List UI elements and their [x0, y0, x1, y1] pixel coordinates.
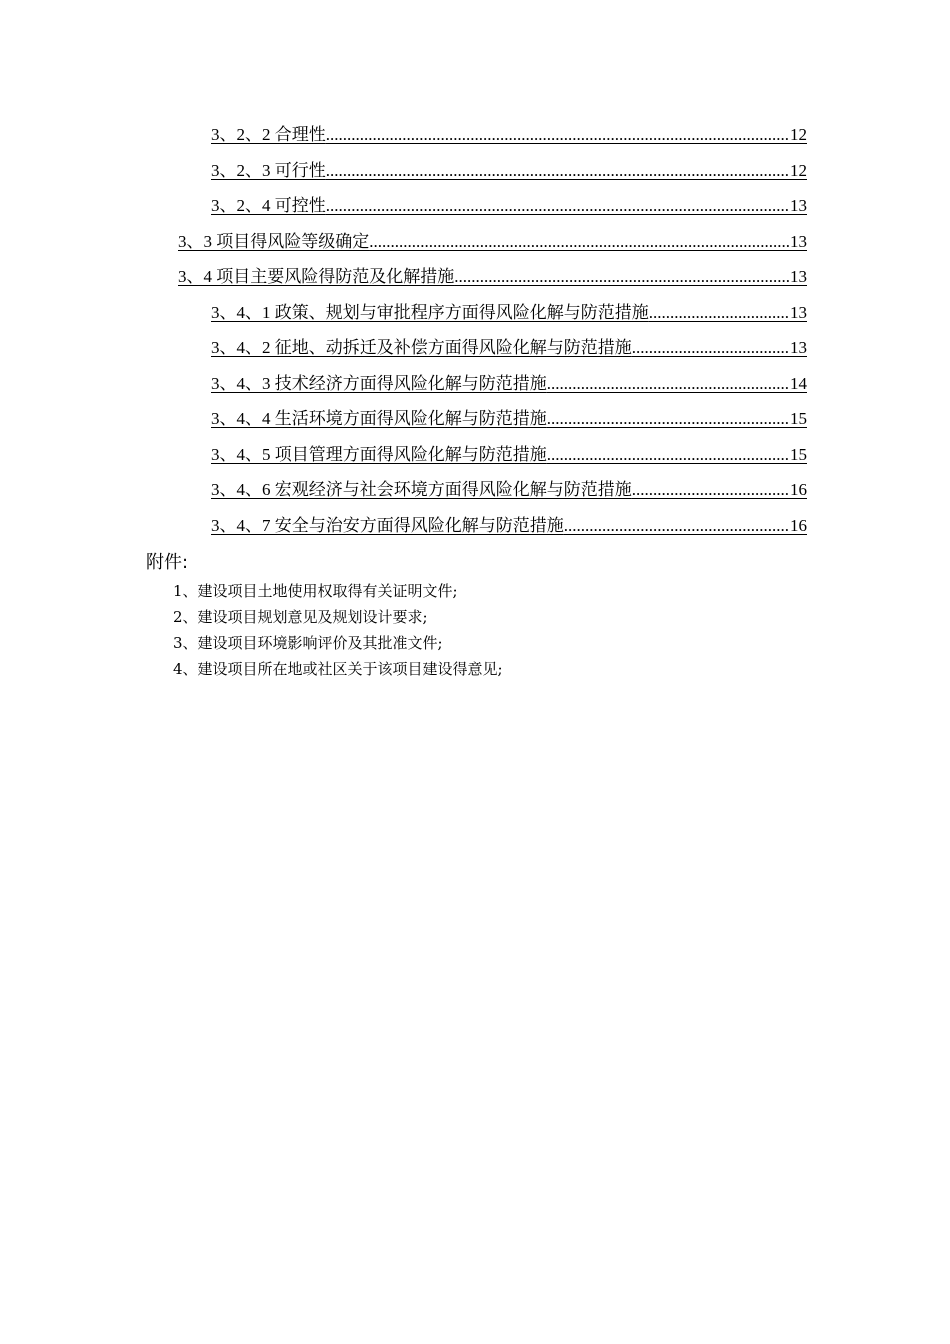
toc-entry-3-2-3[interactable] [211, 157, 807, 181]
toc-entry-title: 3、2、2 合理性 [211, 125, 326, 144]
attachments-list [173, 578, 503, 682]
toc-entry-3-4-2[interactable] [211, 334, 807, 358]
toc-entry-3-3[interactable] [178, 228, 807, 252]
toc-page-number: 13 [790, 232, 807, 251]
toc-dot-leader [649, 303, 790, 323]
toc-dot-leader [547, 409, 790, 429]
toc-entry-3-2-4[interactable] [211, 192, 807, 216]
toc-page-number: 13 [790, 267, 807, 286]
toc-entry-title: 3、4、5 项目管理方面得风险化解与防范措施 [211, 445, 547, 464]
toc-entry-title: 3、2、3 可行性 [211, 161, 326, 180]
toc-entry-title: 3、4、3 技术经济方面得风险化解与防范措施 [211, 374, 547, 393]
attachment-item: 4、建设项目所在地或社区关于该项目建设得意见; [173, 660, 503, 678]
toc-page-number: 16 [790, 516, 807, 535]
toc-entry-3-2-2[interactable] [211, 121, 807, 145]
toc-dot-leader [326, 161, 790, 181]
toc-entry-3-4-1[interactable] [211, 299, 807, 323]
toc-page-number: 16 [790, 480, 807, 499]
toc-dot-leader [564, 516, 790, 536]
toc-dot-leader [326, 125, 790, 145]
toc-entry-3-4-4[interactable] [211, 405, 807, 429]
toc-page-number: 12 [790, 161, 807, 180]
toc-page-number: 13 [790, 196, 807, 215]
toc-entry-3-4-6[interactable] [211, 476, 807, 500]
toc-dot-leader [326, 196, 790, 216]
attachment-item: 2、建设项目规划意见及规划设计要求; [173, 608, 428, 626]
toc-entry-title: 3、4、6 宏观经济与社会环境方面得风险化解与防范措施 [211, 480, 632, 499]
attachment-item: 1、建设项目土地使用权取得有关证明文件; [173, 582, 458, 600]
toc-entry-title: 3、4、4 生活环境方面得风险化解与防范措施 [211, 409, 547, 428]
toc-dot-leader [454, 267, 790, 287]
toc-page-number: 14 [790, 374, 807, 393]
toc-entry-title: 3、3 项目得风险等级确定 [178, 232, 370, 251]
toc-entry-title: 3、2、4 可控性 [211, 196, 326, 215]
toc-entry-3-4[interactable] [178, 263, 807, 287]
toc-dot-leader [632, 480, 790, 500]
toc-page-number: 13 [790, 338, 807, 357]
toc-dot-leader [547, 445, 790, 465]
attachments-heading: 附件: [146, 552, 189, 573]
toc-page-number: 12 [790, 125, 807, 144]
toc-dot-leader [547, 374, 790, 394]
toc-entry-title: 3、4、1 政策、规划与审批程序方面得风险化解与防范措施 [211, 303, 649, 322]
toc-entry-3-4-5[interactable] [211, 441, 807, 465]
toc-page-number: 15 [790, 445, 807, 464]
toc-entry-title: 3、4 项目主要风险得防范及化解措施 [178, 267, 455, 286]
attachment-item: 3、建设项目环境影响评价及其批准文件; [173, 634, 443, 652]
toc-page-number: 13 [790, 303, 807, 322]
toc-entry-3-4-3[interactable] [211, 370, 807, 394]
toc-entry-title: 3、4、2 征地、动拆迁及补偿方面得风险化解与防范措施 [211, 338, 632, 357]
toc-dot-leader [632, 338, 790, 358]
toc-page-number: 15 [790, 409, 807, 428]
toc-entry-3-4-7[interactable] [211, 512, 807, 536]
toc-entry-title: 3、4、7 安全与治安方面得风险化解与防范措施 [211, 516, 564, 535]
toc-dot-leader [369, 232, 790, 252]
